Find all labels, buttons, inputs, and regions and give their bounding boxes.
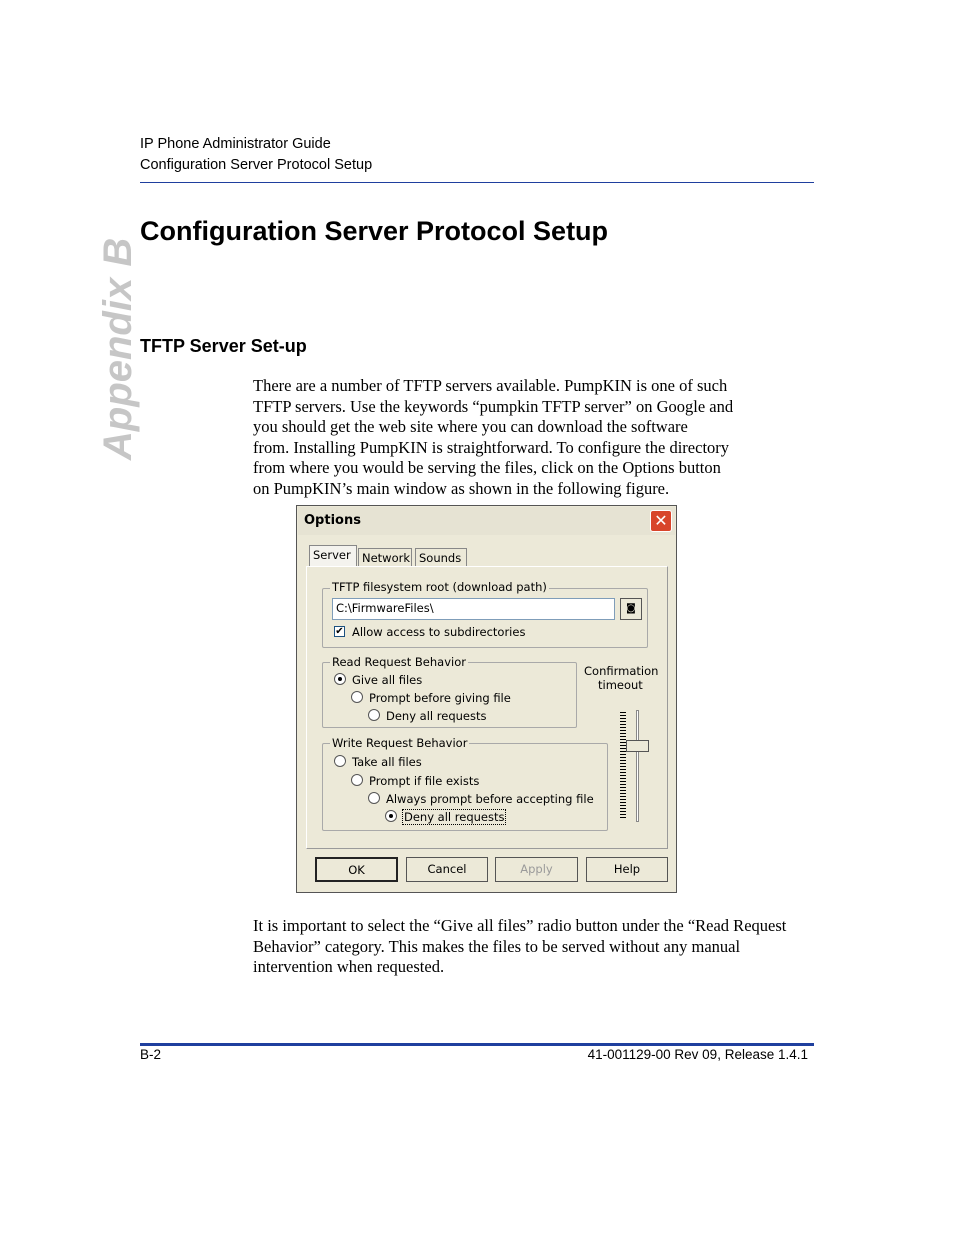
root-path-input[interactable]: C:\FirmwareFiles\ xyxy=(332,598,615,620)
write-deny-all-label[interactable]: Deny all requests xyxy=(404,810,505,824)
give-all-files-label[interactable]: Give all files xyxy=(352,673,423,687)
intro-line: There are a number of TFTP servers available. PumpKIN is one of such xyxy=(253,376,728,395)
read-deny-all-label[interactable]: Deny all requests xyxy=(386,709,487,723)
intro-line: on PumpKIN’s main window as shown in the following figure. xyxy=(253,478,670,498)
header-rule xyxy=(140,182,814,183)
closing-line: It is important to select the “Give all files” radio button under the “Read Request xyxy=(253,916,787,935)
radio-read-deny-all[interactable] xyxy=(368,709,380,721)
running-header-title: IP Phone Administrator Guide xyxy=(140,136,331,152)
confirmation-label: Confirmation xyxy=(584,664,659,678)
tab-server[interactable]: Server xyxy=(309,545,357,566)
ok-button[interactable]: OK xyxy=(315,857,398,882)
radio-take-all-files[interactable] xyxy=(334,755,346,767)
slider-ticks xyxy=(620,712,626,820)
document-id: 41-001129-00 Rev 09, Release 1.4.1 xyxy=(587,1047,808,1062)
prompt-if-exists-label[interactable]: Prompt if file exists xyxy=(369,774,480,788)
intro-line: from. Installing PumpKIN is straightforward. To configure the directory xyxy=(253,437,730,457)
write-request-legend: Write Request Behavior xyxy=(332,736,468,750)
timeout-label: timeout xyxy=(598,678,643,692)
prompt-before-giving-label[interactable]: Prompt before giving file xyxy=(369,691,511,705)
radio-always-prompt[interactable] xyxy=(368,792,380,804)
section-title: TFTP Server Set-up xyxy=(140,336,307,356)
browse-icon: ◙ xyxy=(626,603,636,614)
radio-prompt-if-exists[interactable] xyxy=(351,774,363,786)
tab-sounds[interactable]: Sounds xyxy=(415,548,467,566)
slider-thumb[interactable] xyxy=(626,740,649,752)
radio-write-deny-all[interactable] xyxy=(385,810,397,822)
running-header-section: Configuration Server Protocol Setup xyxy=(140,157,373,173)
footer-rule xyxy=(140,1043,814,1046)
cancel-button[interactable]: Cancel xyxy=(406,857,488,882)
browse-button[interactable] xyxy=(620,598,642,620)
page-title: Configuration Server Protocol Setup xyxy=(140,216,609,246)
dialog-title: Options xyxy=(304,513,361,528)
intro-line: TFTP servers. Use the keywords “pumpkin TFTP server” on Google and xyxy=(253,396,734,416)
closing-line: Behavior” category. This makes the files to be served without any manual xyxy=(253,936,741,956)
read-request-legend: Read Request Behavior xyxy=(332,655,466,669)
close-icon[interactable]: ✕ xyxy=(650,510,672,532)
closing-paragraph xyxy=(253,916,786,978)
tab-network[interactable]: Network xyxy=(358,548,412,566)
radio-give-all-files[interactable] xyxy=(334,673,346,685)
apply-button[interactable]: Apply xyxy=(495,857,578,882)
always-prompt-label[interactable]: Always prompt before accepting file xyxy=(386,792,594,806)
filesystem-root-legend: TFTP filesystem root (download path) xyxy=(332,580,547,594)
allow-subdirs-checkbox[interactable]: ✔ xyxy=(335,626,344,637)
dialog-titlebar[interactable] xyxy=(298,507,675,535)
page-number: B-2 xyxy=(140,1047,162,1062)
confirmation-timeout-slider[interactable] xyxy=(636,710,639,822)
intro-line: from where you would be serving the files, click on the Options button xyxy=(253,458,721,477)
appendix-side-tab: Appendix B xyxy=(96,237,140,460)
help-button[interactable]: Help xyxy=(586,857,668,882)
allow-subdirs-label[interactable]: Allow access to subdirectories xyxy=(352,625,526,639)
intro-line: you should get the web site where you can download the software xyxy=(253,417,688,436)
intro-paragraph xyxy=(253,376,733,499)
take-all-files-label[interactable]: Take all files xyxy=(352,755,422,769)
radio-prompt-before-giving[interactable] xyxy=(351,691,363,703)
closing-line: intervention when requested. xyxy=(253,957,445,976)
